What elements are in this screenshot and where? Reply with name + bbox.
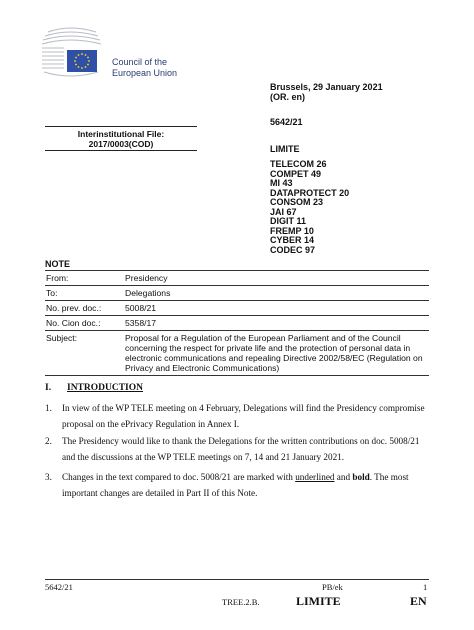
code-item: DATAPROTECT 20	[270, 187, 350, 198]
interinstitutional-bottom-rule	[45, 150, 197, 151]
table-row	[45, 286, 429, 301]
row-key: To:	[45, 286, 124, 301]
row-key: No. Cion doc.:	[45, 316, 124, 331]
note-metadata-table	[45, 270, 429, 376]
row-value: Presidency	[124, 271, 429, 286]
table-row	[45, 271, 429, 286]
code-item: JAI 67	[270, 206, 297, 217]
table-row	[45, 316, 429, 331]
row-value: 5358/17	[124, 316, 429, 331]
classification-label: LIMITE	[270, 144, 300, 154]
code-item: TELECOM 26	[270, 159, 327, 169]
section-heading	[45, 383, 143, 393]
code-item: CYBER 14	[270, 235, 315, 245]
interinstitutional-top-rule	[45, 126, 197, 127]
text-run: . The most important changes are detailed in Part II of this Note.	[62, 472, 409, 498]
row-value: 5008/21	[124, 301, 429, 316]
section-title: INTRODUCTION	[67, 383, 144, 393]
footer-classification: LIMITE	[296, 594, 341, 608]
paragraph-number: 2.	[45, 436, 52, 446]
paragraph-text: The Presidency would like to thank the Delegations for the written contributions on doc. 5008/21 and the discussions at the WP TELE meetings on 7, 14 and 21 January 2021.	[62, 436, 420, 462]
org-line-2: European Union	[112, 68, 178, 78]
footer-initials: PB/ek	[322, 582, 343, 592]
interinstitutional-value: 2017/0003(COD)	[88, 139, 154, 149]
footer-language: EN	[410, 594, 427, 608]
organisation-name	[112, 57, 177, 79]
footer-rule	[45, 579, 429, 580]
paragraph-text	[62, 470, 428, 501]
code-item: CONSOM 23	[270, 197, 324, 207]
council-logo	[40, 26, 104, 78]
bold-text: bold	[352, 472, 370, 482]
row-key: No. prev. doc.:	[45, 301, 124, 316]
paragraph-text: In view of the WP TELE meeting on 4 February, Delegations will find the Presidency compromise proposal on the ePrivacy Regulation in Annex I.	[62, 403, 425, 429]
code-item: CODEC 97	[270, 244, 316, 255]
paragraph-3	[45, 470, 428, 501]
table-row	[45, 331, 429, 376]
code-item: DIGIT 11	[270, 216, 307, 226]
interinstitutional-file	[45, 129, 197, 149]
org-line-1: Council of the	[112, 57, 168, 67]
row-key: From:	[45, 271, 124, 286]
place-date: Brussels, 29 January 2021	[270, 82, 383, 92]
code-item: COMPET 49	[270, 168, 322, 179]
note-title: NOTE	[45, 259, 71, 269]
interinstitutional-label: Interinstitutional File:	[77, 129, 165, 139]
document-number: 5642/21	[270, 117, 303, 127]
footer-page-number: 1	[423, 582, 428, 592]
paragraph-1	[45, 401, 428, 432]
paragraph-2	[45, 434, 428, 465]
text-run: Changes in the text compared to doc. 5008/21 are marked with	[62, 472, 296, 482]
paragraph-number: 1.	[45, 403, 52, 413]
subject-codes	[270, 160, 349, 255]
table-row	[45, 301, 429, 316]
underlined-text: underlined	[295, 472, 335, 482]
row-key: Subject:	[45, 331, 124, 376]
paragraph-number: 3.	[45, 472, 52, 482]
row-value: Delegations	[124, 286, 429, 301]
place-date-block	[270, 82, 383, 102]
row-value: Proposal for a Regulation of the European Parliament and of the Council concerning the respect for private life and the protection of personal data in electronic communications and repealing Directive 2002/58/EC (Regulation on Privacy and Electronic Communications)	[124, 331, 429, 376]
section-number: I.	[45, 383, 52, 393]
code-item: FREMP 10	[270, 225, 314, 236]
footer-doc-number: 5642/21	[45, 582, 73, 592]
code-item: MI 43	[270, 178, 293, 188]
original-language: (OR. en)	[270, 92, 305, 102]
text-run: and	[334, 472, 353, 482]
footer-unit: TREE.2.B.	[222, 597, 260, 607]
